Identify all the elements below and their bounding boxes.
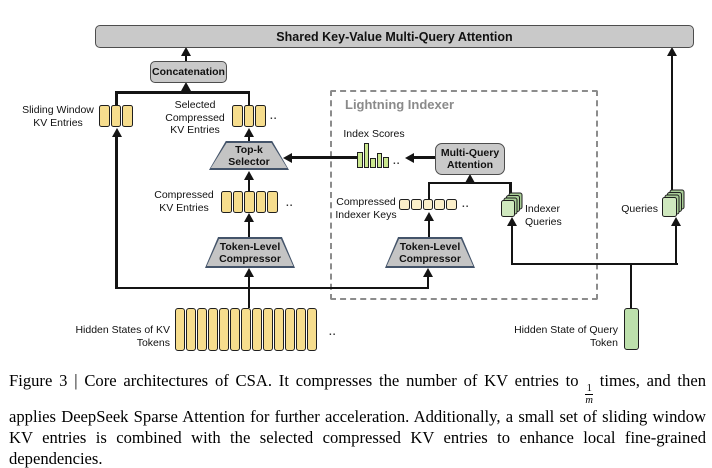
token-compressor-right-line2: Compressor bbox=[399, 252, 461, 265]
arrowhead-icon bbox=[671, 217, 681, 226]
connector bbox=[115, 91, 118, 105]
caption-fraction-denominator: m bbox=[585, 395, 593, 407]
lightning-indexer-label: Lightning Indexer bbox=[345, 97, 455, 112]
index-score-bar bbox=[357, 152, 363, 168]
connector bbox=[248, 220, 251, 237]
mqa-label-line1: Multi-Query bbox=[440, 147, 500, 159]
token-cell bbox=[197, 308, 207, 351]
token-cell bbox=[285, 308, 295, 351]
indexer-queries-label: Indexer Queries bbox=[525, 203, 562, 228]
connector bbox=[671, 53, 674, 191]
token-cell bbox=[446, 199, 457, 210]
compressed-kv-cells bbox=[221, 191, 278, 213]
connector bbox=[428, 182, 431, 199]
token-cell bbox=[399, 199, 410, 210]
caption-suffix: times, and then applies DeepSeek Sparse Attention for further acceleration. Additionally, a small set of sliding window KV entries is combined with the selected compressed KV entries to enhance local fine-grained dependencies. bbox=[9, 371, 707, 468]
connector bbox=[115, 91, 250, 94]
token-cell bbox=[252, 308, 262, 351]
compressed-kv-label-line2: KV Entries bbox=[159, 201, 209, 214]
hidden-query-label: Hidden State of Query Token bbox=[514, 324, 618, 349]
index-scores-label: Index Scores bbox=[343, 128, 405, 140]
index-scores-ellipsis: .. bbox=[393, 156, 401, 167]
token-cell bbox=[423, 199, 434, 210]
token-cell bbox=[186, 308, 196, 351]
arrowhead-icon bbox=[507, 217, 517, 226]
token-cell bbox=[208, 308, 218, 351]
token-compressor-right-line1: Token-Level bbox=[399, 240, 461, 253]
selected-compressed-cells bbox=[232, 105, 266, 127]
connector bbox=[511, 224, 514, 264]
connector bbox=[291, 156, 358, 159]
topk-selector bbox=[209, 141, 289, 170]
compressed-kv-label-line1: Compressed bbox=[154, 189, 214, 201]
indexer-keys-label-line1: Compressed bbox=[336, 196, 396, 208]
token-cell bbox=[307, 308, 317, 351]
token-cell bbox=[230, 308, 240, 351]
indexer-keys-ellipsis: .. bbox=[462, 199, 470, 210]
index-score-bar bbox=[364, 143, 370, 168]
index-scores-bars bbox=[357, 142, 389, 168]
arrowhead-icon bbox=[424, 212, 434, 221]
token-compressor-left-line2: Compressor bbox=[219, 252, 281, 265]
token-cell bbox=[411, 199, 422, 210]
connector bbox=[630, 264, 633, 308]
index-score-bar bbox=[370, 158, 376, 168]
arrowhead-icon bbox=[244, 213, 254, 222]
connector bbox=[511, 263, 678, 266]
token-cell bbox=[221, 191, 232, 213]
selected-compressed-ellipsis: .. bbox=[270, 111, 278, 122]
token-compressor-left bbox=[205, 237, 295, 268]
token-cell bbox=[122, 105, 133, 127]
stack-card bbox=[501, 200, 515, 217]
selected-compressed-label bbox=[160, 99, 230, 137]
token-cell bbox=[219, 308, 229, 351]
selected-compressed-label-line3: KV Entries bbox=[170, 124, 220, 136]
topk-selector-label-line2: Selector bbox=[228, 155, 270, 168]
token-cell bbox=[99, 105, 110, 127]
token-compressor-right bbox=[385, 237, 475, 268]
queries-label: Queries bbox=[621, 203, 658, 215]
index-score-bar bbox=[377, 153, 383, 168]
token-cell bbox=[233, 191, 244, 213]
token-cell bbox=[232, 105, 243, 127]
concatenation-box bbox=[150, 61, 227, 83]
sliding-window-label-line2: KV Entries bbox=[33, 116, 83, 129]
indexer-keys-label bbox=[335, 196, 397, 221]
connector bbox=[413, 156, 435, 159]
compressed-kv-label bbox=[152, 189, 216, 214]
connector bbox=[115, 135, 118, 289]
token-cell bbox=[111, 105, 122, 127]
token-cell bbox=[244, 105, 255, 127]
token-cell bbox=[274, 308, 284, 351]
arrowhead-icon bbox=[405, 153, 414, 163]
token-cell bbox=[296, 308, 306, 351]
selected-compressed-label-line2: Compressed bbox=[165, 111, 225, 124]
index-score-bar bbox=[383, 157, 389, 168]
token-compressor-left-line1: Token-Level bbox=[219, 240, 281, 253]
token-cell bbox=[256, 191, 267, 213]
figure-caption bbox=[9, 370, 706, 468]
stack-card bbox=[662, 197, 677, 217]
sliding-window-label bbox=[18, 104, 98, 129]
arrowhead-icon bbox=[112, 128, 122, 137]
hidden-kv-block bbox=[175, 308, 317, 351]
caption-fraction bbox=[585, 383, 593, 406]
arrowhead-icon bbox=[244, 171, 254, 180]
selected-compressed-label-line1: Selected bbox=[174, 99, 216, 111]
token-cell bbox=[263, 308, 273, 351]
sliding-window-cells bbox=[99, 105, 133, 127]
shared-kv-mqa-label: Shared Key-Value Multi-Query Attention bbox=[276, 29, 513, 44]
topk-selector-label-line1: Top-k bbox=[235, 143, 263, 156]
concatenation-label: Concatenation bbox=[152, 66, 225, 78]
caption-fraction-numerator: 1 bbox=[586, 383, 592, 395]
connector bbox=[675, 224, 678, 264]
token-cell bbox=[241, 308, 251, 351]
indexer-keys-label-line2: Indexer Keys bbox=[335, 208, 397, 221]
arrowhead-icon bbox=[244, 128, 254, 137]
caption-prefix: Figure 3 | Core architectures of CSA. It compresses the number of KV entries to bbox=[9, 371, 586, 390]
connector bbox=[115, 287, 429, 290]
connector bbox=[248, 275, 251, 308]
arrowhead-icon bbox=[423, 268, 433, 277]
hidden-kv-ellipsis: .. bbox=[329, 327, 337, 338]
sliding-window-label-line1: Sliding Window bbox=[22, 104, 94, 116]
arrowhead-icon bbox=[244, 268, 254, 277]
hidden-query-cell bbox=[624, 308, 639, 350]
token-cell bbox=[244, 191, 255, 213]
multi-query-attention-box bbox=[435, 143, 505, 175]
mqa-label-line2: Attention bbox=[446, 159, 494, 171]
connector bbox=[248, 91, 251, 105]
shared-kv-mqa-bar bbox=[95, 25, 694, 48]
token-cell bbox=[267, 191, 278, 213]
hidden-kv-label: Hidden States of KV Tokens bbox=[75, 324, 170, 349]
token-cell bbox=[255, 105, 266, 127]
indexer-keys-cells bbox=[399, 199, 457, 210]
token-cell bbox=[434, 199, 445, 210]
connector bbox=[428, 219, 431, 237]
compressed-kv-ellipsis: .. bbox=[286, 198, 294, 209]
token-cell bbox=[175, 308, 185, 351]
lightning-indexer-box bbox=[330, 90, 598, 300]
